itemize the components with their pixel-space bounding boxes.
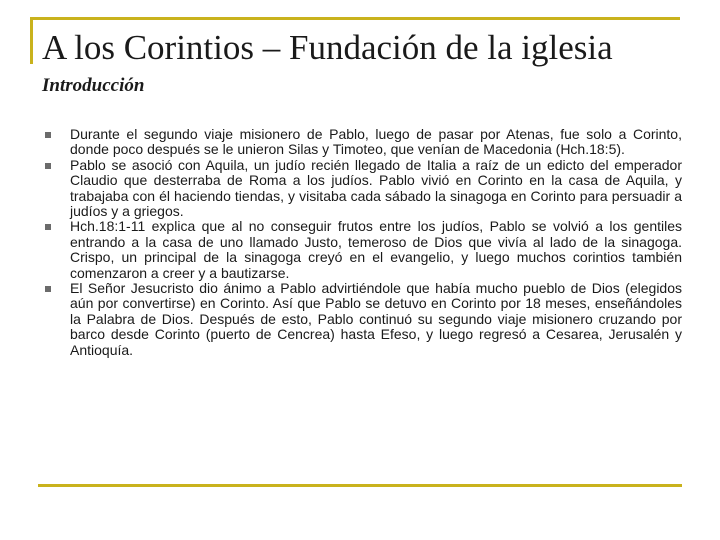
bullet-item: [42, 281, 682, 358]
square-bullet-icon: [45, 224, 51, 230]
bullet-item: [42, 127, 682, 158]
square-bullet-icon: [45, 163, 51, 169]
bullet-text: Durante el segundo viaje misionero de Pablo, luego de pasar por Atenas, fue solo a Corinto, donde poco después se le unieron Silas y Timoteo, que venían de Macedonia (Hch.18:5).: [70, 126, 682, 158]
bullet-text: Hch.18:1-11 explica que al no conseguir frutos entre los judíos, Pablo se volvió a los gentiles entrando a la casa de uno llamado Justo, temeroso de Dios que vivía al lado de la sinagoga. Crispo, un principal de la sinagoga creyó en el evangelio, y luego muchos corintios también comenzaron a creer y a bautizarse.: [70, 218, 682, 281]
frame-bottom-rule: [38, 484, 682, 487]
bullet-item: [42, 158, 682, 220]
square-bullet-icon: [45, 286, 51, 292]
frame-top-rule: [30, 17, 680, 20]
bullet-text: El Señor Jesucristo dio ánimo a Pablo advirtiéndole que había mucho pueblo de Dios (elegidos aún por convertirse) en Corinto. Así que Pablo se detuvo en Corinto por 18 meses, enseñándoles la Palabra de Dios. Después de esto, Pablo continuó su segundo viaje misionero cruzando por barco desde Corinto (puerto de Cencrea) hasta Efeso, y luego regresó a Cesarea, Jerusalén y Antioquía.: [70, 280, 682, 358]
slide-title: A los Corintios – Fundación de la iglesia: [42, 28, 613, 67]
slide-subtitle: Introducción: [42, 75, 145, 96]
bullet-text: Pablo se asoció con Aquila, un judío recién llegado de Italia a raíz de un edicto del emperador Claudio que desterraba de Roma a los judíos. Pablo vivió en Corinto en la casa de Aquila, y trabajaba con él haciendo tiendas, y visitaba cada sábado la sinagoga en Corinto para persuadir a judíos y a griegos.: [70, 156, 682, 220]
bullet-list: [42, 127, 682, 358]
frame-left-rule: [30, 17, 33, 64]
bullet-item: [42, 219, 682, 281]
square-bullet-icon: [45, 132, 51, 138]
